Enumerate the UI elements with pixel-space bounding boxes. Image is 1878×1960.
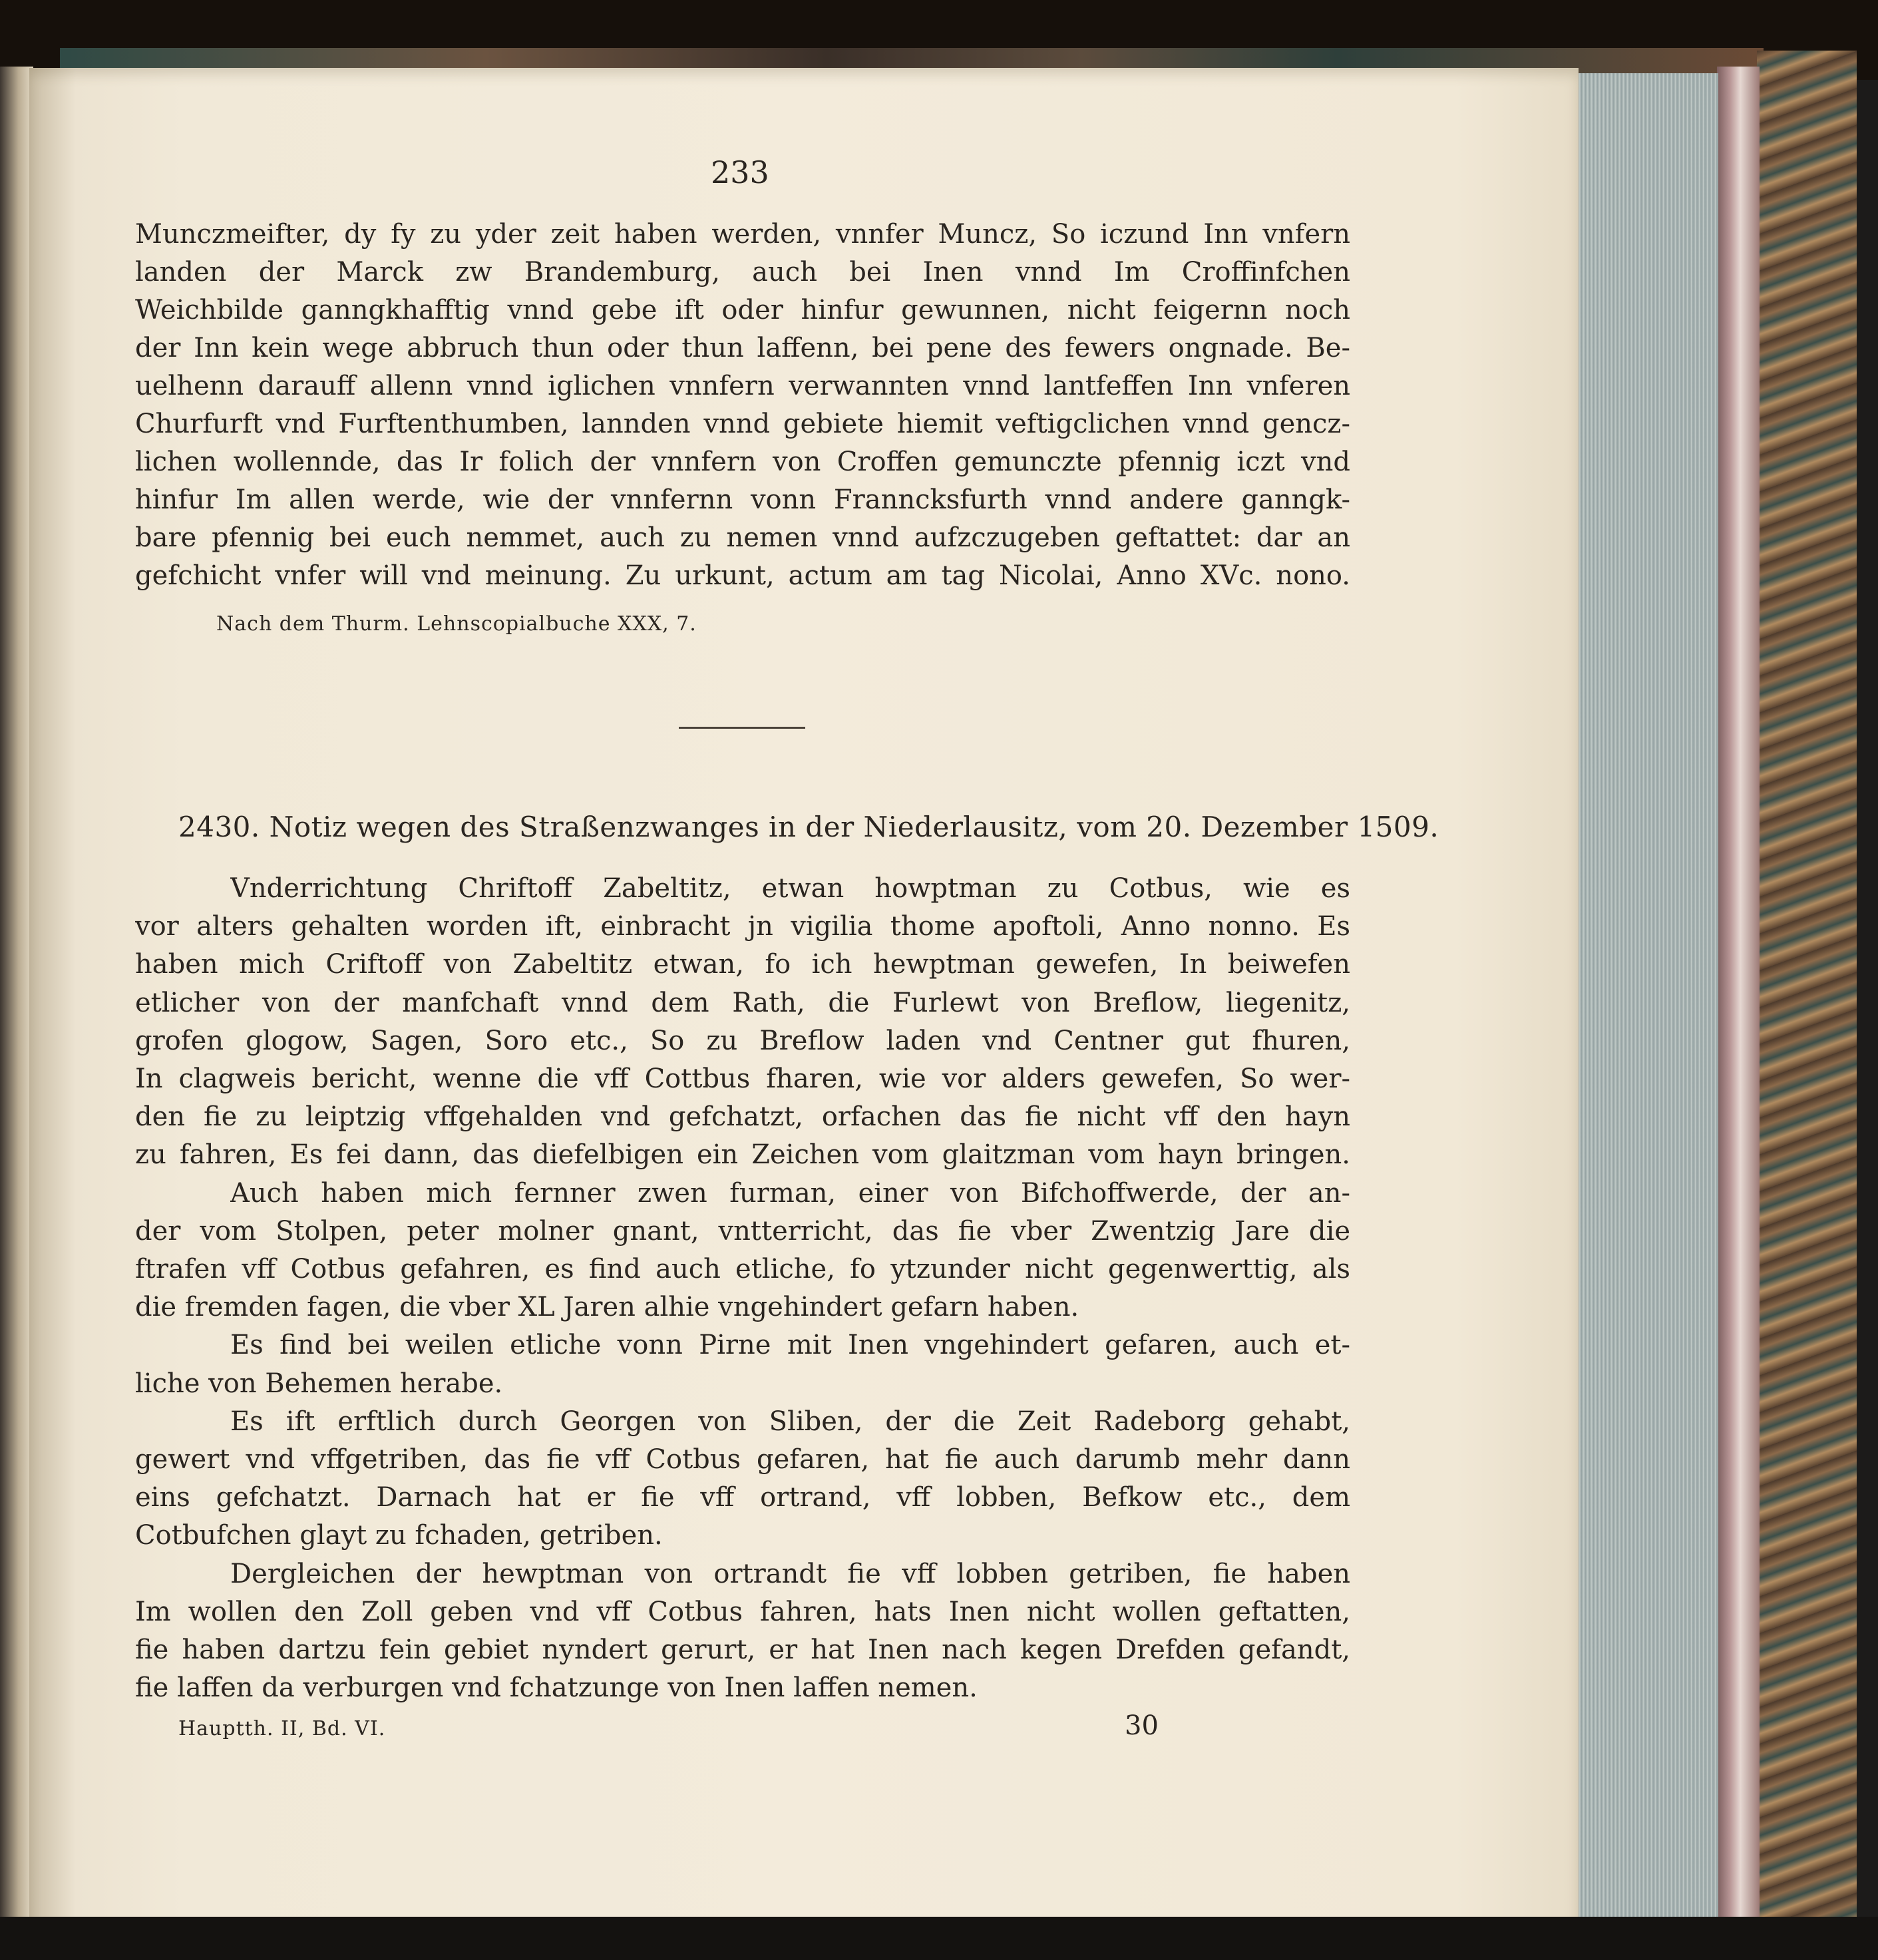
text-line: etlicher von der manfchaft vnnd dem Rath, die Furlewt von Breflow, liegenitz,: [135, 988, 1350, 1018]
footer-sheet-number: 30: [1125, 1710, 1159, 1741]
text-line: der vom Stolpen, peter molner gnant, vntterricht, das fie vber Zwentzig Jare die: [135, 1216, 1350, 1247]
text-line: landen der Marck zw Brandemburg, auch bei Inen vnnd Im Croffinfchen: [135, 257, 1350, 288]
source-note: Nach dem Thurm. Lehnscopialbuche XXX, 7.: [216, 612, 697, 636]
text-line: fie haben dartzu fein gebiet nyndert gerurt, er hat Inen nach kegen Drefden gefandt,: [135, 1635, 1350, 1665]
book-headband: [1717, 67, 1760, 1917]
footer-signature: Hauptth. II, Bd. VI.: [178, 1717, 386, 1740]
left-page-edge: [0, 67, 33, 1917]
text-line: grofen glogow, Sagen, Soro etc., So zu Breflow laden vnd Centner gut fhuren,: [135, 1026, 1350, 1056]
text-line: Es find bei weilen etliche vonn Pirne mit Inen vngehindert gefaren, auch et-: [230, 1330, 1350, 1360]
text-line: Im wollen den Zoll geben vnd vff Cotbus fahren, hats Inen nicht wollen geftatten,: [135, 1597, 1350, 1627]
text-line: Dergleichen der hewptman von ortrandt fie vff lobben getriben, fie haben: [230, 1559, 1350, 1589]
text-line: zu fahren, Es fei dann, das diefelbigen ein Zeichen vom glaitzman vom hayn bringen.: [135, 1139, 1350, 1170]
text-line: Auch haben mich fernner zwen furman, einer von Bifchoffwerde, der an-: [230, 1178, 1350, 1209]
text-line: hinfur Im allen werde, wie der vnnfernn vonn Franncksfurth vnnd andere ganngk-: [135, 485, 1350, 515]
text-line: Churfurft vnd Furftenthumben, lannden vnnd gebiete hiemit veftigclichen vnnd gencz-: [135, 409, 1350, 439]
text-line: Vnderrichtung Chriftoff Zabeltitz, etwan howptman zu Cotbus, wie es: [230, 873, 1350, 904]
text-line: uelhenn darauff allenn vnnd iglichen vnnfern verwannten vnnd lantfeffen Inn vnferen: [135, 371, 1350, 401]
text-line: lichen wollennde, das Ir folich der vnnfern von Croffen gemunczte pfennig iczt vnd: [135, 447, 1350, 477]
text-line: der Inn kein wege abbruch thun oder thun laffenn, bei pene des fewers ongnade. Be-: [135, 333, 1350, 363]
text-line: vor alters gehalten worden ift, einbracht jn vigilia thome apoftoli, Anno nonno. Es: [135, 911, 1350, 942]
text-line: liche von Behemen herabe.: [135, 1368, 503, 1399]
text-line: bare pfennig bei euch nemmet, auch zu nemen vnnd aufzczugeben geftattet: dar an: [135, 522, 1350, 553]
section-heading: 2430. Notiz wegen des Straßenzwanges in der Niederlausitz, vom 20. Dezember 1509.: [178, 811, 1439, 843]
text-line: fie laffen da verburgen vnd fchatzunge von Inen laffen nemen.: [135, 1672, 978, 1703]
text-line: gewert vnd vffgetriben, das fie vff Cotbus gefaren, hat fie auch darumb mehr dann: [135, 1444, 1350, 1475]
page-number: 233: [711, 154, 769, 190]
text-line: Weichbilde ganngkhafftig vnnd gebe ift oder hinfur gewunnen, nicht feigernn noch: [135, 295, 1350, 325]
section-divider: [679, 727, 805, 729]
text-line: die fremden fagen, die vber XL Jaren alhie vngehindert gefarn haben.: [135, 1292, 1079, 1322]
page-block-edges: [1571, 73, 1718, 1917]
background-bottom: [0, 1917, 1878, 1960]
text-line: Cotbufchen glayt zu fchaden, getriben.: [135, 1520, 663, 1551]
text-line: haben mich Criftoff von Zabeltitz etwan, fo ich hewptman gewefen, In beiwefen: [135, 949, 1350, 980]
text-line: gefchicht vnfer will vnd meinung. Zu urkunt, actum am tag Nicolai, Anno XVc. nono.: [135, 560, 1350, 591]
text-line: eins gefchatzt. Darnach hat er fie vff ortrand, vff lobben, Befkow etc., dem: [135, 1482, 1350, 1513]
text-line: den fie zu leiptzig vffgehalden vnd gefchatzt, orfachen das fie nicht vff den hayn: [135, 1101, 1350, 1132]
text-line: Munczmeifter, dy fy zu yder zeit haben werden, vnnfer Muncz, So iczund Inn vnfern: [135, 219, 1350, 250]
text-line: In clagweis bericht, wenne die vff Cottbus fharen, wie vor alders gewefen, So wer-: [135, 1064, 1350, 1094]
marbled-cover-right: [1757, 51, 1857, 1947]
text-line: ftrafen vff Cotbus gefahren, es find auch etliche, fo ytzunder nicht gegenwerttig, als: [135, 1254, 1350, 1284]
text-line: Es ift erftlich durch Georgen von Sliben, der die Zeit Radeborg gehabt,: [230, 1406, 1350, 1437]
